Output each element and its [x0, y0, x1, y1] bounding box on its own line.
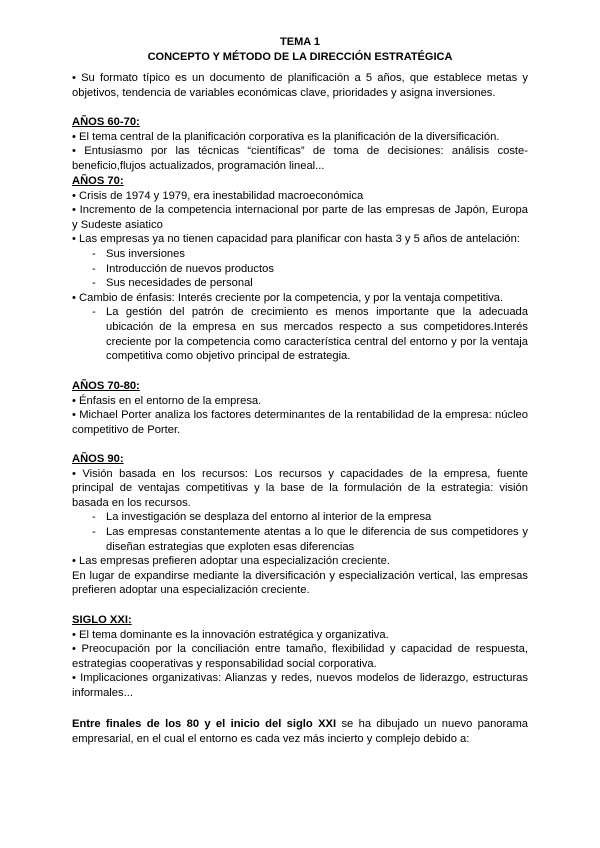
- section-heading: SIGLO XXI:: [72, 614, 132, 626]
- paragraph: • Cambio de énfasis: Interés creciente por la competencia, y por la ventaja competitiva.: [72, 291, 504, 304]
- section-60-70: [72, 115, 528, 173]
- sub-list: [72, 510, 528, 554]
- section-heading: AÑOS 60-70:: [72, 116, 140, 128]
- paragraph: • Las empresas prefieren adoptar una especialización creciente.: [72, 555, 390, 568]
- list-item: - La gestión del patrón de crecimiento es menos importante que la adecuada ubicación de la empresa en sus mercados respecto a sus competidores.Interés creciente por la competencia como característica central del entorno y por la ventaja competitiva como objetivo principal de estrategia.: [72, 305, 528, 363]
- paragraph: • Michael Porter analiza los factores determinantes de la rentabilidad de la empresa: núcleo competitivo de Porter.: [72, 409, 528, 436]
- paragraph: En lugar de expandirse mediante la diversificación y especialización vertical, las empresas prefieren adoptar una especialización creciente.: [72, 569, 528, 597]
- sub-list: [72, 247, 528, 291]
- section-heading: AÑOS 70-80:: [72, 380, 140, 392]
- sub-list: [72, 305, 528, 363]
- paragraph: • Énfasis en el entorno de la empresa.: [72, 394, 262, 407]
- section-heading: AÑOS 70:: [72, 175, 124, 187]
- paragraph: • Incremento de la competencia internacional por parte de las empresas de Japón, Europa y Sudeste asiatico: [72, 204, 528, 231]
- list-item: - Introducción de nuevos productos: [72, 262, 528, 277]
- list-item: - Sus inversiones: [72, 247, 528, 262]
- list-item: - La investigación se desplaza del entorno al interior de la empresa: [72, 510, 528, 525]
- paragraph: • El tema dominante es la innovación estratégica y organizativa.: [72, 628, 389, 641]
- section-siglo-xxi: [72, 613, 528, 701]
- closing-emphasis: Entre finales de los 80 y el inicio del siglo XXI: [72, 718, 337, 730]
- paragraph: • Entusiasmo por las técnicas “científicas” de toma de decisiones: análisis coste-beneficio,flujos actualizados, programación lineal...: [72, 145, 528, 172]
- intro-section: [72, 71, 528, 100]
- paragraph: • Preocupación por la conciliación entre tamaño, flexibilidad y capacidad de respuesta, estrategias cooperativas y responsabilidad social corporativa.: [72, 643, 528, 670]
- paragraph: • El tema central de la planificación corporativa es la planificación de la diversificación.: [72, 130, 500, 143]
- closing-section: [72, 717, 528, 746]
- page-title: CONCEPTO Y MÉTODO DE LA DIRECCIÓN ESTRATÉGICA: [147, 51, 453, 63]
- paragraph: • Visión basada en los recursos: Los recursos y capacidades de la empresa, fuente principal de ventajas competitivas y la base de la formulación de la estrategia: visión basada en los recursos.: [72, 467, 528, 509]
- closing-text: se ha dibujado un nuevo panorama empresarial, en el cual el entorno es cada vez más incierto y complejo debido a:: [72, 718, 528, 745]
- section-heading: AÑOS 90:: [72, 453, 124, 465]
- paragraph: • Implicaciones organizativas: Alianzas y redes, nuevos modelos de liderazgo, estructuras informales...: [72, 672, 528, 699]
- section-70-80: [72, 379, 528, 437]
- closing-paragraph: [72, 717, 528, 746]
- paragraph: • Las empresas ya no tienen capacidad para planificar con hasta 3 y 5 años de antelación:: [72, 233, 520, 246]
- topic-number: TEMA 1: [280, 36, 320, 48]
- paragraph: • Crisis de 1974 y 1979, era inestabilidad macroeconómica: [72, 189, 364, 202]
- list-item: - Las empresas constantemente atentas a lo que le diferencia de sus competidores y diseñan estrategias que exploten esas diferencias: [72, 525, 528, 554]
- section-90: [72, 452, 528, 598]
- intro-paragraph: • Su formato típico es un documento de planificación a 5 años, que establece metas y objetivos, tendencia de variables económicas clave, prioridades y asigna inversiones.: [72, 72, 528, 99]
- section-70: [72, 174, 528, 364]
- list-item: - Sus necesidades de personal: [72, 276, 528, 291]
